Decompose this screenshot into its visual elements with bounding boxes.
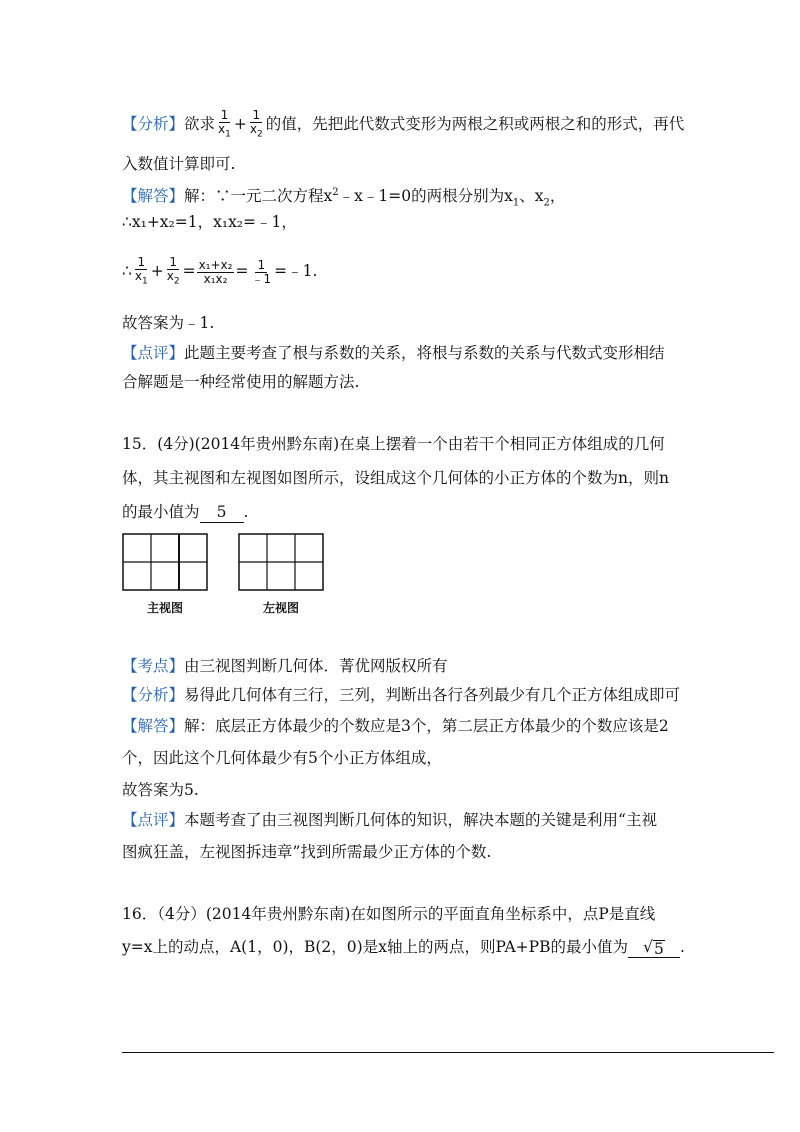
s15-question-line3: 的最小值为 5 . <box>122 503 249 521</box>
s15-question-line1: 15．(4分)(2014年贵州黔东南)在桌上摆着一个由若干个相同正方体组成的几何 <box>122 435 665 453</box>
s14-dianping-line1: 【点评】此题主要考查了根与系数的关系，将根与系数的关系与代数式变形相结 <box>122 344 665 362</box>
s14-jieda-line1: 【解答】解：∵一元二次方程$x^2﹣x﹣1=0$的两根分别为$x_1$、$x_2$， <box>122 187 566 209</box>
main-view-grid <box>122 533 208 591</box>
calc-frac-1: $\frac{1}{x_1}$ <box>134 255 148 287</box>
s15-answer: 故答案为5. <box>122 781 199 799</box>
left-view-grid <box>238 533 324 591</box>
s14-calc-line: ∴ $\frac{1}{x_1}$ + $\frac{1}{x_2}$ = $\frac{\text{x₁+x₂}}{\text{x₁x₂}}$ = $\frac{1}{﹣1}$ =﹣1. <box>122 255 318 287</box>
fenxi-text-cont: 的值，先把此代数式变形为两根之积或两根之和的形式，再代 <box>265 115 685 134</box>
s14-fenxi-line2: 入数值计算即可. <box>122 155 236 173</box>
answer-blank: 5 <box>200 502 244 523</box>
calc-frac-4: $\frac{1}{﹣1}$ <box>251 257 272 286</box>
s15-fenxi: 【分析】易得此几何体有三行，三列，判断出各行各列最少有几个正方体组成即可 <box>122 686 681 704</box>
s16-question-line1: 16．（4分）(2014年贵州黔东南)在如图所示的平面直角坐标系中，点P是直线 <box>122 905 656 923</box>
fraction-1-over-x1: $\frac{1}{x_1}$ <box>218 108 231 140</box>
footer-rule <box>122 1052 774 1053</box>
fenxi-tag: 【分析】 <box>122 115 185 134</box>
calc-frac-3: $\frac{\text{x₁+x₂}}{\text{x₁x₂}}$ <box>198 257 233 286</box>
calc-frac-2: $\frac{1}{x_2}$ <box>166 255 180 287</box>
jieda-tag: 【解答】 <box>122 187 185 206</box>
main-view-caption: 主视图 <box>146 601 183 615</box>
s14-answer: 故答案为﹣1. <box>122 314 215 332</box>
s14-fenxi-line1 <box>122 109 684 141</box>
jieda-tag: 【解答】 <box>122 717 185 735</box>
fenxi-tag: 【分析】 <box>122 686 185 704</box>
s15-dianping-line2: 图疯狂盖，左视图拆违章”找到所需最少正方体的个数. <box>122 843 492 861</box>
kaodian-tag: 【考点】 <box>122 657 185 675</box>
s16-question-line2: y=x上的动点，A(1，0)，B(2，0)是x轴上的两点，则PA+PB的最小值为 √ 5 . <box>122 938 685 958</box>
s15-kaodian: 【考点】由三视图判断几何体．菁优网版权所有 <box>122 657 448 675</box>
dianping-tag: 【点评】 <box>122 344 185 362</box>
answer-blank <box>628 937 680 958</box>
main-view-figure <box>122 533 208 616</box>
s14-sum-product: ∴x₁+x₂=1，x₁x₂=﹣1， <box>122 213 297 231</box>
s15-dianping-line1: 【点评】本题考查了由三视图判断几何体的知识，解决本题的关键是利用“主视 <box>122 811 657 829</box>
plus-sign: + <box>233 115 247 134</box>
sqrt-expression: √ 5 <box>643 938 664 958</box>
fenxi-text: 欲求 <box>184 115 216 134</box>
s15-jieda-line1: 【解答】解：底层正方体最少的个数应是3个，第二层正方体最少的个数应该是2 <box>122 717 669 735</box>
left-view-caption: 左视图 <box>262 601 299 615</box>
s15-question-line2: 体，其主视图和左视图如图所示，设组成这个几何体的小正方体的个数为n，则n <box>122 469 669 487</box>
dianping-tag: 【点评】 <box>122 811 185 829</box>
fraction-1-over-x2: $\frac{1}{x_2}$ <box>249 108 263 140</box>
s15-jieda-line2: 个，因此这个几何体最少有5个小正方体组成， <box>122 749 442 767</box>
left-view-figure <box>238 533 324 616</box>
s14-dianping-line2: 合解题是一种经常使用的解题方法. <box>122 373 360 391</box>
